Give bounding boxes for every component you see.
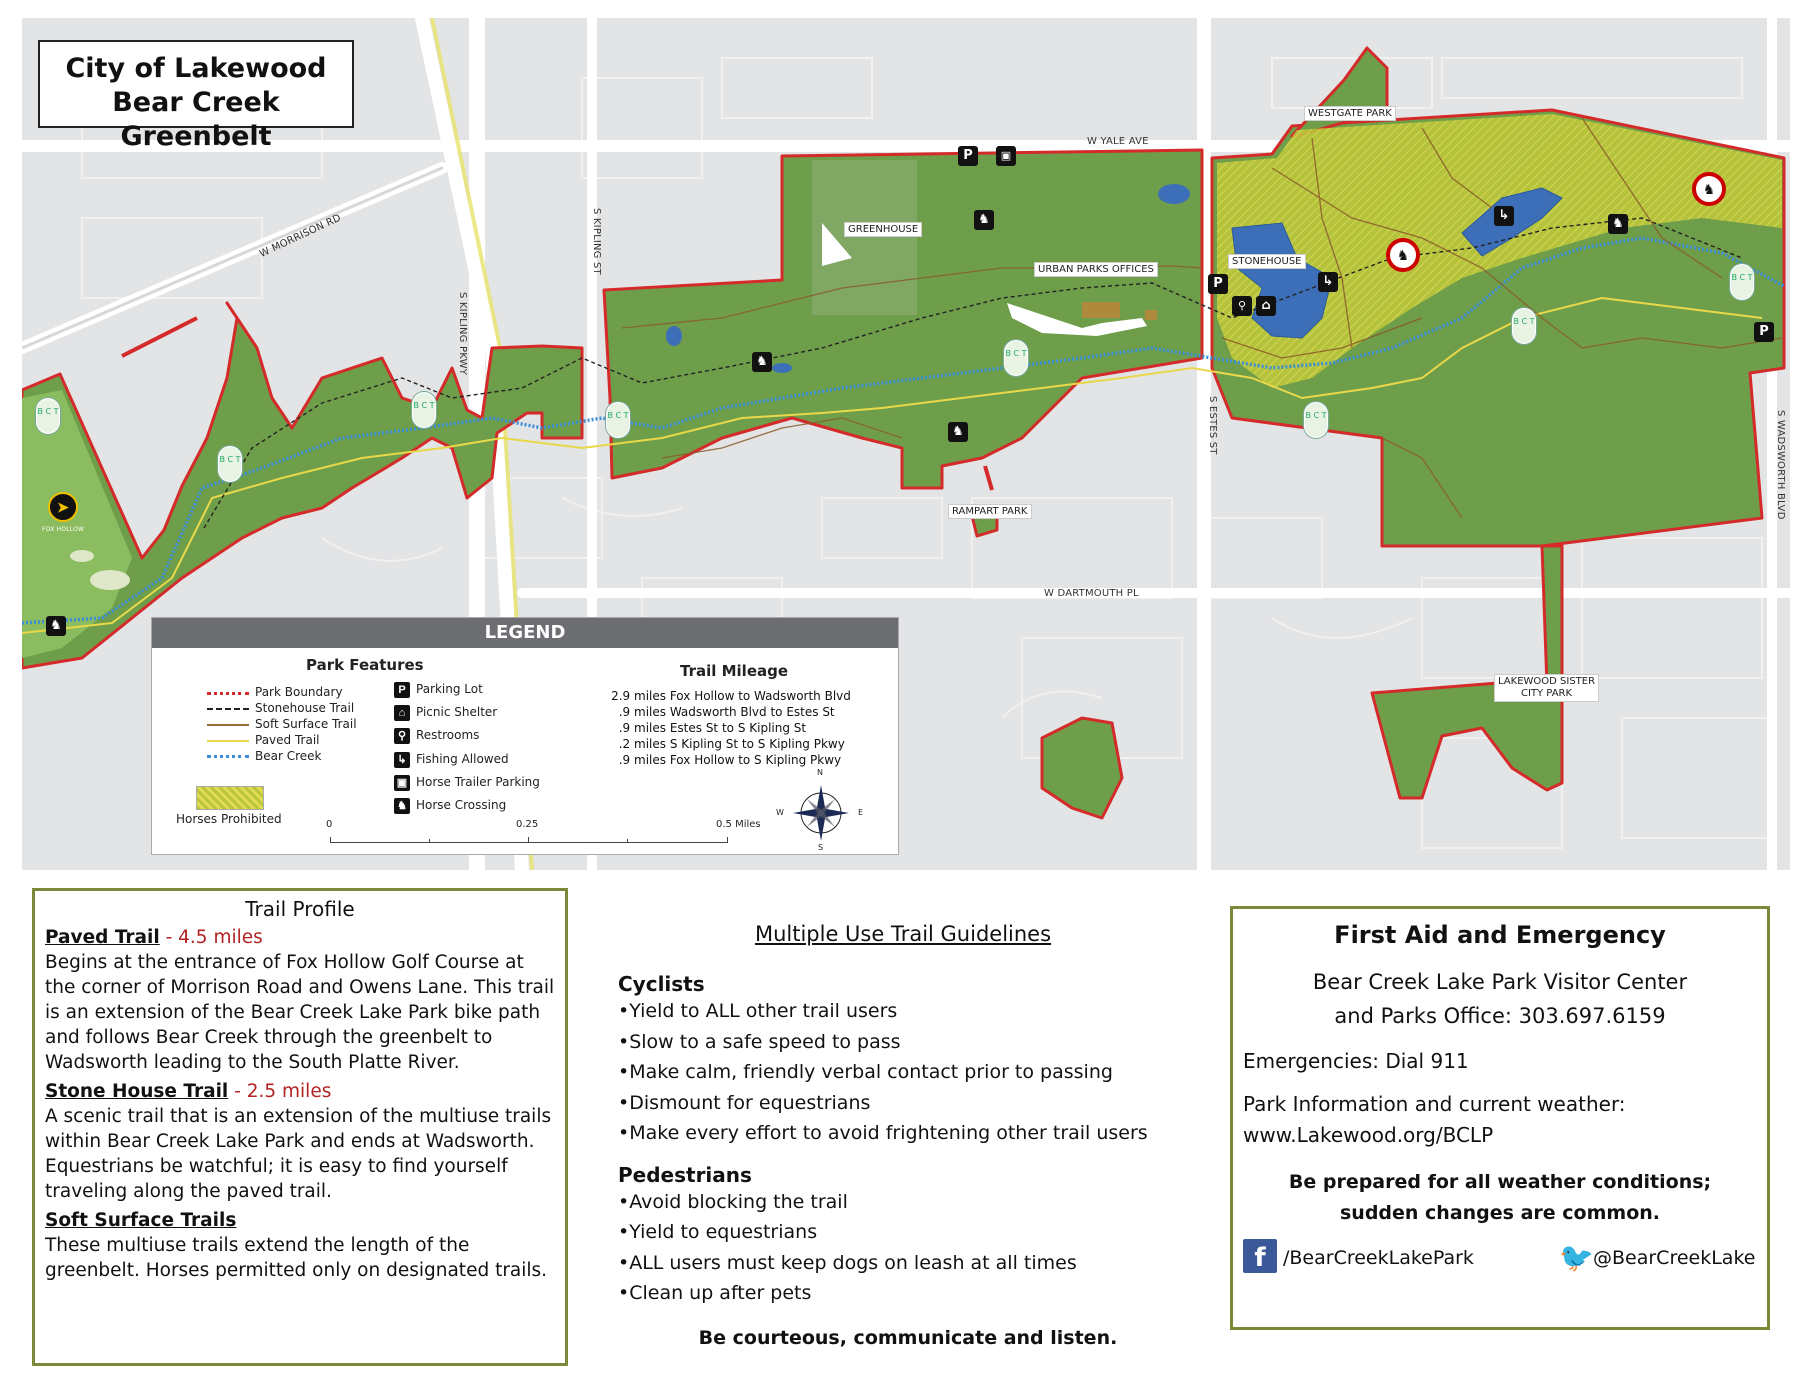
legend-icon-label: Restrooms bbox=[416, 728, 480, 742]
stone-house-trail-sep: - bbox=[228, 1081, 247, 1102]
mileage-distance: .9 miles bbox=[618, 705, 666, 719]
legend-trail-mileage-title: Trail Mileage bbox=[680, 662, 789, 680]
mileage-distance: .9 miles bbox=[618, 721, 666, 735]
horses-prohibited-swatch bbox=[196, 786, 264, 810]
park-label-lakewood-sister-city bbox=[1494, 674, 1599, 702]
visitor-center-info bbox=[1243, 965, 1757, 1033]
sister-city-line1: LAKEWOOD SISTER bbox=[1498, 676, 1596, 687]
legend-icon-label: Picnic Shelter bbox=[416, 705, 498, 719]
paved-trail-desc: Begins at the entrance of Fox Hollow Golf Course at the corner of Morrison Road and Owens Lane. This trail is an extension of the Bear Creek Lake Park bike path and follows Bear Creek through the greenbelt to Wadsworth leading to the South Platte River. bbox=[45, 952, 555, 1073]
restroom-icon[interactable]: ⚲ bbox=[1232, 296, 1252, 316]
paved-trail-name: Paved Trail bbox=[45, 927, 160, 948]
park-boundary-swatch bbox=[207, 692, 249, 695]
horse-crossing-icon[interactable]: ♞ bbox=[752, 352, 772, 372]
cyclists-title: Cyclists bbox=[618, 972, 705, 996]
legend-horses-prohibited: Horses Prohibited bbox=[176, 812, 282, 826]
bct-marker: B C T bbox=[1004, 340, 1028, 376]
list-item: •Slow to a safe speed to pass bbox=[618, 1030, 901, 1053]
legend-icon-label: Horse Trailer Parking bbox=[416, 775, 540, 789]
road-label-s-kipling-st: S KIPLING ST bbox=[591, 208, 602, 275]
fox-hollow-label: FOX HOLLOW bbox=[42, 526, 85, 533]
restroom-icon: ⚲ bbox=[394, 728, 410, 744]
guidelines-title: Multiple Use Trail Guidelines bbox=[754, 922, 1052, 946]
road-label-w-yale-ave: W YALE AVE bbox=[1087, 136, 1149, 147]
trail-profile-panel bbox=[32, 888, 568, 1366]
stone-house-trail-desc: A scenic trail that is an extension of the multiuse trails within Bear Creek Lake Park and ends at Wadsworth. Equestrians be watchful; it is easy to find yourself traveling along the paved trail. bbox=[45, 1106, 552, 1202]
parking-icon[interactable]: P bbox=[1208, 274, 1228, 294]
legend-header: LEGEND bbox=[152, 618, 898, 648]
horse-crossing-icon[interactable]: ♞ bbox=[974, 210, 994, 230]
emergency-line: Emergencies: Dial 911 bbox=[1243, 1049, 1469, 1073]
list-item: •Yield to ALL other trail users bbox=[618, 1000, 898, 1022]
map-title-box bbox=[38, 40, 354, 152]
compass-rose-icon bbox=[786, 778, 856, 848]
mileage-route: Estes St to S Kipling St bbox=[669, 721, 807, 735]
compass-s: S bbox=[818, 843, 824, 852]
soft-surface-name: Soft Surface Trails bbox=[45, 1210, 237, 1231]
mileage-row bbox=[606, 688, 851, 704]
list-item: •Avoid blocking the trail bbox=[618, 1190, 848, 1213]
pedestrians-list bbox=[618, 1187, 1208, 1309]
fox-hollow-logo: ➤ bbox=[48, 492, 78, 522]
fishing-icon[interactable]: ↳ bbox=[1318, 272, 1338, 292]
paved-trail-length: 4.5 miles bbox=[178, 927, 263, 948]
fishing-icon: ↳ bbox=[394, 752, 410, 768]
list-item: •Clean up after pets bbox=[618, 1282, 812, 1304]
label-stonehouse: STONEHOUSE bbox=[1228, 254, 1306, 269]
road-label-s-kipling-pkwy: S KIPLING PKWY bbox=[457, 292, 468, 376]
no-horses-icon: ♞ bbox=[1386, 238, 1420, 272]
park-info bbox=[1243, 1089, 1757, 1151]
horse-crossing-icon: ♞ bbox=[394, 798, 410, 814]
legend-line-label: Bear Creek bbox=[255, 749, 322, 763]
horse-crossing-icon[interactable]: ♞ bbox=[948, 422, 968, 442]
info-line1: Park Information and current weather: bbox=[1243, 1092, 1626, 1116]
mileage-route: Wadsworth Blvd to Estes St bbox=[669, 705, 835, 719]
bct-marker: B C T bbox=[218, 446, 242, 482]
horse-crossing-icon[interactable]: ♞ bbox=[46, 616, 66, 636]
legend-icon-label: Parking Lot bbox=[416, 682, 483, 696]
picnic-shelter-icon[interactable]: ⌂ bbox=[1256, 296, 1276, 316]
stonehouse-trail-swatch bbox=[207, 708, 249, 710]
stone-house-trail-section bbox=[45, 1079, 555, 1204]
horse-trailer-icon: ▣ bbox=[394, 775, 410, 791]
legend-park-features-title: Park Features bbox=[306, 656, 424, 674]
fishing-icon[interactable]: ↳ bbox=[1494, 206, 1514, 226]
social-row bbox=[1243, 1237, 1757, 1277]
scale-label-05: 0.5 Miles bbox=[716, 819, 761, 830]
warning-line1: Be prepared for all weather conditions; bbox=[1288, 1171, 1712, 1193]
road-label-s-wadsworth-blvd: S WADSWORTH BLVD bbox=[1775, 410, 1786, 520]
list-item: •Yield to equestrians bbox=[618, 1221, 818, 1243]
stone-house-trail-name: Stone House Trail bbox=[45, 1081, 229, 1102]
first-aid-panel bbox=[1230, 906, 1770, 1330]
warning-line2: sudden changes are common. bbox=[1339, 1202, 1660, 1224]
scale-label-025: 0.25 bbox=[516, 819, 539, 830]
compass-w: W bbox=[776, 808, 784, 817]
road-label-s-estes-st: S ESTES ST bbox=[1207, 396, 1218, 455]
stone-house-trail-length: 2.5 miles bbox=[246, 1081, 332, 1102]
horse-crossing-icon[interactable]: ♞ bbox=[1608, 214, 1628, 234]
scale-tick bbox=[528, 837, 529, 842]
compass-n: N bbox=[817, 768, 823, 777]
mileage-row bbox=[606, 736, 851, 752]
facebook-icon[interactable]: f bbox=[1243, 1239, 1277, 1273]
title-line1: City of Lakewood bbox=[65, 53, 327, 84]
road-label-w-morrison-rd: W MORRISON RD bbox=[258, 212, 343, 260]
mileage-table bbox=[606, 688, 851, 768]
legend-line-label: Paved Trail bbox=[255, 733, 320, 747]
bct-marker: B C T bbox=[1730, 264, 1754, 300]
road-label-w-dartmouth-pl: W DARTMOUTH PL bbox=[1044, 588, 1139, 599]
twitter-handle[interactable]: @BearCreekLake bbox=[1593, 1247, 1756, 1269]
bct-marker: B C T bbox=[606, 402, 630, 438]
mileage-row bbox=[606, 720, 851, 736]
parking-icon[interactable]: P bbox=[1754, 322, 1774, 342]
soft-surface-trail-swatch bbox=[207, 724, 249, 726]
compass-e: E bbox=[858, 808, 864, 817]
first-aid-title: First Aid and Emergency bbox=[1334, 921, 1666, 949]
weather-warning bbox=[1243, 1167, 1757, 1229]
legend-line-label: Park Boundary bbox=[255, 685, 343, 699]
bct-marker: B C T bbox=[36, 398, 60, 434]
scale-bar bbox=[330, 837, 728, 843]
legend-icon-label: Fishing Allowed bbox=[416, 752, 509, 766]
soft-surface-desc: These multiuse trails extend the length of the greenbelt. Horses permitted only on designated trails. bbox=[45, 1235, 548, 1281]
trail-profile-title: Trail Profile bbox=[245, 897, 355, 921]
soft-surface-section bbox=[45, 1208, 555, 1283]
mileage-route: S Kipling St to S Kipling Pkwy bbox=[669, 737, 845, 751]
mileage-route: Fox Hollow to S Kipling Pkwy bbox=[669, 753, 842, 767]
scale-tick bbox=[627, 839, 628, 842]
visitor-line2: and Parks Office: 303.697.6159 bbox=[1334, 1004, 1666, 1028]
mileage-route: Fox Hollow to Wadsworth Blvd bbox=[669, 689, 851, 703]
info-link[interactable]: www.Lakewood.org/BCLP bbox=[1243, 1123, 1494, 1147]
list-item: •Make every effort to avoid frightening other trail users bbox=[618, 1122, 1148, 1144]
mileage-distance: 2.9 miles bbox=[611, 689, 666, 703]
parking-icon[interactable]: P bbox=[958, 146, 978, 166]
paved-trail-swatch bbox=[207, 740, 249, 742]
list-item: •Dismount for equestrians bbox=[618, 1091, 871, 1114]
bct-marker: B C T bbox=[1512, 308, 1536, 344]
no-horses-icon: ♞ bbox=[1692, 172, 1726, 206]
mileage-row bbox=[606, 704, 851, 720]
scale-label-0: 0 bbox=[326, 819, 333, 830]
list-item: •Make calm, friendly verbal contact prior to passing bbox=[618, 1061, 1113, 1083]
guidelines-section bbox=[618, 922, 1208, 1349]
label-greenhouse: GREENHOUSE bbox=[844, 222, 922, 237]
cyclists-list bbox=[618, 996, 1208, 1149]
title-line2: Bear Creek Greenbelt bbox=[112, 87, 280, 152]
bct-marker: B C T bbox=[1304, 402, 1328, 438]
bct-marker: B C T bbox=[412, 392, 436, 428]
mileage-row bbox=[606, 752, 851, 768]
twitter-icon[interactable]: 🐦 bbox=[1559, 1241, 1594, 1274]
mileage-distance: .9 miles bbox=[618, 753, 666, 767]
horse-trailer-icon[interactable]: ▣ bbox=[996, 146, 1016, 166]
scale-tick bbox=[429, 839, 430, 842]
bear-creek-swatch bbox=[207, 755, 249, 758]
visitor-line1: Bear Creek Lake Park Visitor Center bbox=[1312, 970, 1688, 994]
facebook-handle[interactable]: /BearCreekLakePark bbox=[1283, 1247, 1474, 1269]
park-label-westgate: WESTGATE PARK bbox=[1304, 106, 1396, 121]
map-area[interactable] bbox=[22, 18, 1790, 870]
legend bbox=[151, 617, 899, 855]
list-item: •ALL users must keep dogs on leash at all times bbox=[618, 1251, 1077, 1274]
legend-icon-label: Horse Crossing bbox=[416, 798, 507, 812]
legend-line-label: Stonehouse Trail bbox=[255, 701, 355, 715]
pedestrians-title: Pedestrians bbox=[618, 1162, 752, 1187]
paved-trail-section bbox=[45, 925, 555, 1075]
sister-city-line2: CITY PARK bbox=[1520, 688, 1573, 699]
legend-line-label: Soft Surface Trail bbox=[255, 717, 357, 731]
mileage-distance: .2 miles bbox=[618, 737, 666, 751]
label-urban-parks-offices: URBAN PARKS OFFICES bbox=[1034, 262, 1158, 277]
parking-icon: P bbox=[394, 682, 410, 698]
picnic-shelter-icon: ⌂ bbox=[394, 705, 410, 721]
paved-trail-sep: - bbox=[159, 927, 179, 948]
park-label-rampart: RAMPART PARK bbox=[948, 504, 1032, 519]
guidelines-closing: Be courteous, communicate and listen. bbox=[698, 1326, 1118, 1349]
